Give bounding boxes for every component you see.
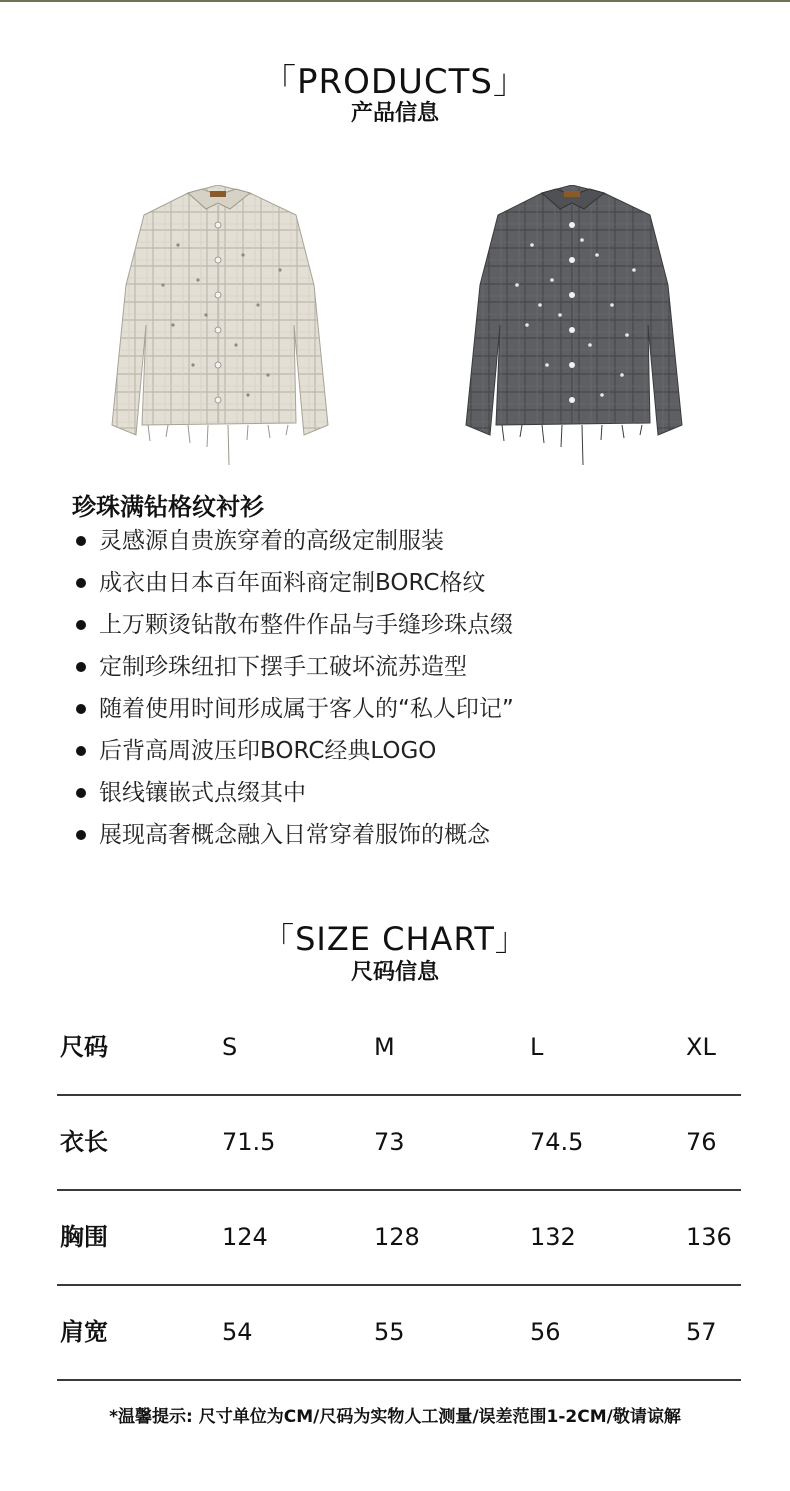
header-cell: XL: [686, 1033, 716, 1061]
products-subtitle: 产品信息: [350, 101, 439, 126]
header-cell: S: [222, 1033, 238, 1061]
bullet-icon: [76, 662, 86, 672]
table-row: [57, 1096, 741, 1191]
size-chart-title: 「SIZE CHART」: [262, 920, 528, 958]
feature-item: 展现高奢概念融入日常穿着服饰的概念: [72, 814, 514, 856]
feature-item: 随着使用时间形成属于客人的“私人印记”: [72, 688, 514, 730]
table-row: [57, 1286, 741, 1381]
header-cell: L: [530, 1033, 544, 1061]
table-cell: 76: [686, 1128, 717, 1156]
table-header-row: [57, 1001, 741, 1096]
size-table: [57, 1001, 741, 1381]
shirt-image-dark: [462, 185, 686, 467]
bullet-icon: [76, 788, 86, 798]
bullet-icon: [76, 578, 86, 588]
feature-item: 后背高周波压印BORC经典LOGO: [72, 730, 514, 772]
header-label: 尺码: [60, 1033, 108, 1061]
bullet-icon: [76, 620, 86, 630]
bullet-icon: [76, 830, 86, 840]
feature-item: 银线镶嵌式点缀其中: [72, 772, 514, 814]
table-cell: 73: [374, 1128, 405, 1156]
feature-item: 定制珍珠纽扣下摆手工破坏流苏造型: [72, 646, 514, 688]
feature-item: 成衣由日本百年面料商定制BORC格纹: [72, 562, 514, 604]
table-cell: 128: [374, 1223, 420, 1251]
header-cell: M: [374, 1033, 395, 1061]
top-accent-line: [0, 0, 790, 2]
table-cell: 57: [686, 1318, 717, 1346]
feature-list: [72, 520, 514, 856]
bullet-icon: [76, 746, 86, 756]
bullet-icon: [76, 704, 86, 714]
row-label: 肩宽: [60, 1318, 108, 1346]
table-row: [57, 1191, 741, 1286]
product-name: 珍珠满钻格纹衬衫: [72, 493, 264, 521]
table-cell: 136: [686, 1223, 732, 1251]
table-cell: 55: [374, 1318, 405, 1346]
feature-item: 上万颗烫钻散布整件作品与手缝珍珠点缀: [72, 604, 514, 646]
table-cell: 71.5: [222, 1128, 276, 1156]
table-cell: 132: [530, 1223, 576, 1251]
table-cell: 54: [222, 1318, 253, 1346]
table-cell: 124: [222, 1223, 268, 1251]
bullet-icon: [76, 536, 86, 546]
products-title: 「PRODUCTS」: [261, 62, 529, 102]
size-note: *温馨提示: 尺寸单位为CM/尺码为实物人工测量/误差范围1-2CM/敬请谅解: [109, 1407, 681, 1427]
row-label: 胸围: [60, 1223, 108, 1251]
row-label: 衣长: [60, 1128, 108, 1156]
table-cell: 74.5: [530, 1128, 584, 1156]
size-chart-subtitle: 尺码信息: [350, 960, 439, 985]
feature-item: 灵感源自贵族穿着的高级定制服装: [72, 520, 514, 562]
table-cell: 56: [530, 1318, 561, 1346]
shirt-image-light: [108, 185, 332, 467]
